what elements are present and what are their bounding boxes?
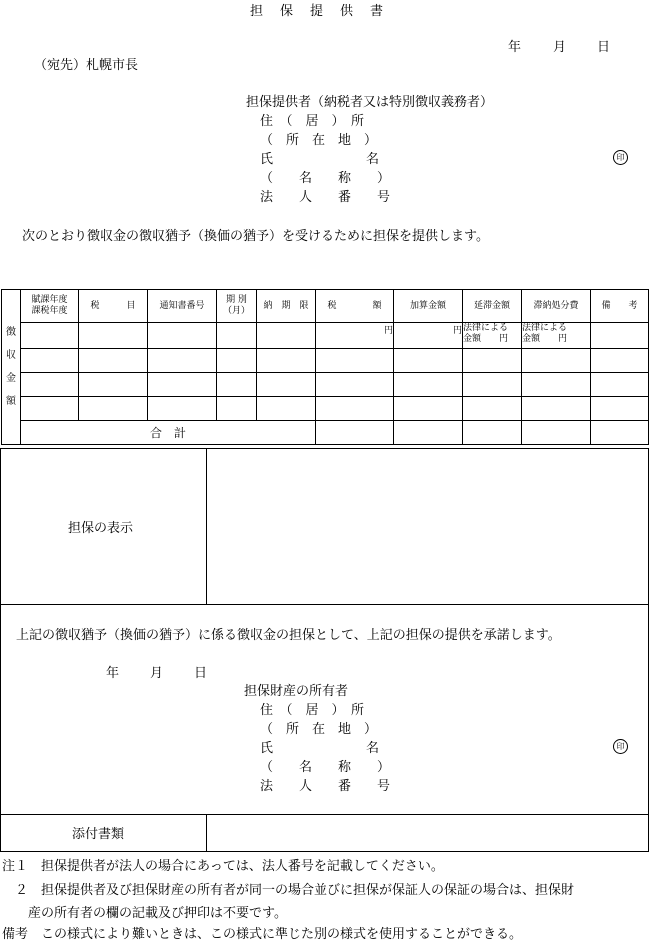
cell-notice-number[interactable]	[148, 397, 217, 421]
date-month: 月	[553, 40, 567, 55]
total-delinquency[interactable]	[463, 421, 522, 445]
consent-day: 日	[194, 666, 208, 681]
header-delinquency: 延滞金額	[463, 290, 522, 323]
legal-amount-line1: 法律による	[463, 323, 509, 333]
legal-amount-line2: 金額 円	[522, 334, 568, 344]
table-row	[2, 373, 649, 397]
cell-remarks[interactable]	[591, 323, 649, 349]
cell-tax-amount[interactable]	[316, 373, 394, 397]
note-1: 注１ 担保提供者が法人の場合にあっては、法人番号を記載してください。	[2, 859, 444, 874]
legal-amount-line1: 法律による	[522, 323, 568, 333]
cell-notice-number[interactable]	[148, 373, 217, 397]
provider-name-label-left: 氏	[260, 152, 274, 167]
provider-corp-number-label: 法 人 番 号	[260, 190, 391, 205]
owner-name-label-right: 名	[366, 741, 380, 756]
provider-seal-mark	[613, 149, 628, 165]
total-surcharge[interactable]	[394, 421, 463, 445]
attachments-label: 添付書類	[72, 827, 125, 842]
owner-location-label: （ 所 在 地 ）	[260, 722, 378, 737]
cell-period[interactable]	[217, 323, 257, 349]
cell-due-date[interactable]	[257, 373, 316, 397]
side-label-3: 金	[6, 373, 16, 384]
cell-disposal-fee[interactable]	[522, 373, 591, 397]
cell-fiscal-year[interactable]	[21, 373, 79, 397]
cell-remarks[interactable]	[591, 397, 649, 421]
side-label-4: 額	[6, 396, 16, 407]
cell-notice-number[interactable]	[148, 323, 217, 349]
header-remarks: 備 考	[591, 290, 649, 323]
cell-tax-amount[interactable]	[316, 397, 394, 421]
cell-delinquency[interactable]	[463, 349, 522, 373]
cell-disposal-fee[interactable]	[522, 397, 591, 421]
cell-tax-item[interactable]	[79, 373, 148, 397]
provision-statement: 次のとおり徴収金の徴収猶予（換価の猶予）を受けるために担保を提供します。	[22, 229, 489, 244]
total-remarks[interactable]	[591, 421, 649, 445]
provider-address-label: 住 （ 居 ） 所	[260, 114, 365, 129]
cell-period[interactable]	[217, 373, 257, 397]
cell-surcharge[interactable]	[394, 349, 463, 373]
yen-unit: 円	[383, 326, 393, 336]
cell-disposal-fee[interactable]	[522, 323, 591, 349]
total-tax-amount[interactable]	[316, 421, 394, 445]
cell-notice-number[interactable]	[148, 349, 217, 373]
header-tax-amount: 税 額	[316, 290, 394, 323]
collateral-content-field[interactable]	[208, 450, 646, 603]
owner-heading: 担保財産の所有者	[244, 684, 349, 699]
header-fiscal-year-line1: 賦課年度	[31, 295, 68, 305]
header-period-line2: （月）	[222, 306, 250, 316]
date-year: 年	[508, 40, 522, 55]
cell-disposal-fee[interactable]	[522, 349, 591, 373]
note-2-line2: 産の所有者の欄の記載及び押印は不要です。	[2, 906, 287, 921]
attachments-field[interactable]	[208, 816, 646, 850]
provider-heading: 担保提供者（納税者又は特別徴収義務者）	[246, 95, 494, 110]
cell-period[interactable]	[217, 349, 257, 373]
table-row	[2, 323, 649, 349]
provider-location-label: （ 所 在 地 ）	[260, 133, 378, 148]
header-fiscal-year-line2: 課税年度	[31, 306, 68, 316]
cell-surcharge[interactable]	[394, 397, 463, 421]
date-day: 日	[597, 40, 611, 55]
remark-note: 備考 この様式により難いときは、この様式に準じた別の様式を使用することができる。	[2, 927, 523, 942]
consent-statement: 上記の徴収猶予（換価の猶予）に係る徴収金の担保として、上記の担保の提供を承諾します。	[16, 628, 561, 643]
header-tax-item: 税 目	[79, 290, 148, 323]
legal-amount-line2: 金額 円	[463, 334, 509, 344]
header-disposal-fee: 滞納処分費	[522, 290, 591, 323]
owner-corp-number-label: 法 人 番 号	[260, 779, 391, 794]
cell-surcharge[interactable]	[394, 373, 463, 397]
owner-address-label: 住 （ 居 ） 所	[260, 703, 365, 718]
provider-corp-name-label: （ 名 称 ）	[260, 171, 391, 186]
side-label-cell	[2, 290, 21, 445]
header-surcharge: 加算金額	[394, 290, 463, 323]
note-2-line1: ２ 担保提供者及び担保財産の所有者が同一の場合並びに担保が保証人の保証の場合は、担保財	[2, 883, 575, 898]
cell-fiscal-year[interactable]	[21, 397, 79, 421]
cell-surcharge[interactable]	[394, 323, 463, 349]
seal-icon: 印	[613, 150, 628, 165]
total-disposal-fee[interactable]	[522, 421, 591, 445]
document-title: 担 保 提 供 書	[250, 4, 386, 19]
cell-tax-item[interactable]	[79, 349, 148, 373]
header-fiscal-year	[21, 290, 79, 323]
cell-delinquency[interactable]	[463, 397, 522, 421]
collateral-divider	[206, 448, 207, 605]
cell-period[interactable]	[217, 397, 257, 421]
side-label-2: 収	[6, 350, 16, 361]
cell-delinquency[interactable]	[463, 323, 522, 349]
owner-corp-name-label: （ 名 称 ）	[260, 760, 391, 775]
cell-tax-amount[interactable]	[316, 349, 394, 373]
cell-tax-amount[interactable]	[316, 323, 394, 349]
total-label: 合 計	[21, 421, 316, 445]
cell-remarks[interactable]	[591, 373, 649, 397]
consent-year: 年	[106, 666, 120, 681]
owner-name-label-left: 氏	[260, 741, 274, 756]
table-header-row	[2, 290, 649, 323]
header-notice-number: 通知書番号	[148, 290, 217, 323]
attachments-divider	[206, 814, 207, 852]
consent-month: 月	[150, 666, 164, 681]
cell-fiscal-year[interactable]	[21, 323, 79, 349]
cell-tax-item[interactable]	[79, 397, 148, 421]
table-row	[2, 397, 649, 421]
addressee: （宛先）札幌市長	[34, 58, 139, 73]
cell-due-date[interactable]	[257, 397, 316, 421]
owner-seal-mark	[613, 738, 628, 754]
header-period-line1: 期 別	[226, 295, 247, 305]
cell-due-date[interactable]	[257, 323, 316, 349]
seal-icon: 印	[613, 739, 628, 754]
header-period	[217, 290, 257, 323]
cell-tax-item[interactable]	[79, 323, 148, 349]
header-due-date: 納 期 限	[257, 290, 316, 323]
total-row	[2, 421, 649, 445]
cell-delinquency[interactable]	[463, 373, 522, 397]
cell-due-date[interactable]	[257, 349, 316, 373]
collateral-label: 担保の表示	[68, 521, 134, 536]
table-row	[2, 349, 649, 373]
side-label-1: 徴	[6, 327, 16, 338]
levy-amount-table	[1, 289, 649, 445]
yen-unit: 円	[452, 326, 462, 336]
cell-remarks[interactable]	[591, 349, 649, 373]
provider-name-label-right: 名	[366, 152, 380, 167]
cell-fiscal-year[interactable]	[21, 349, 79, 373]
